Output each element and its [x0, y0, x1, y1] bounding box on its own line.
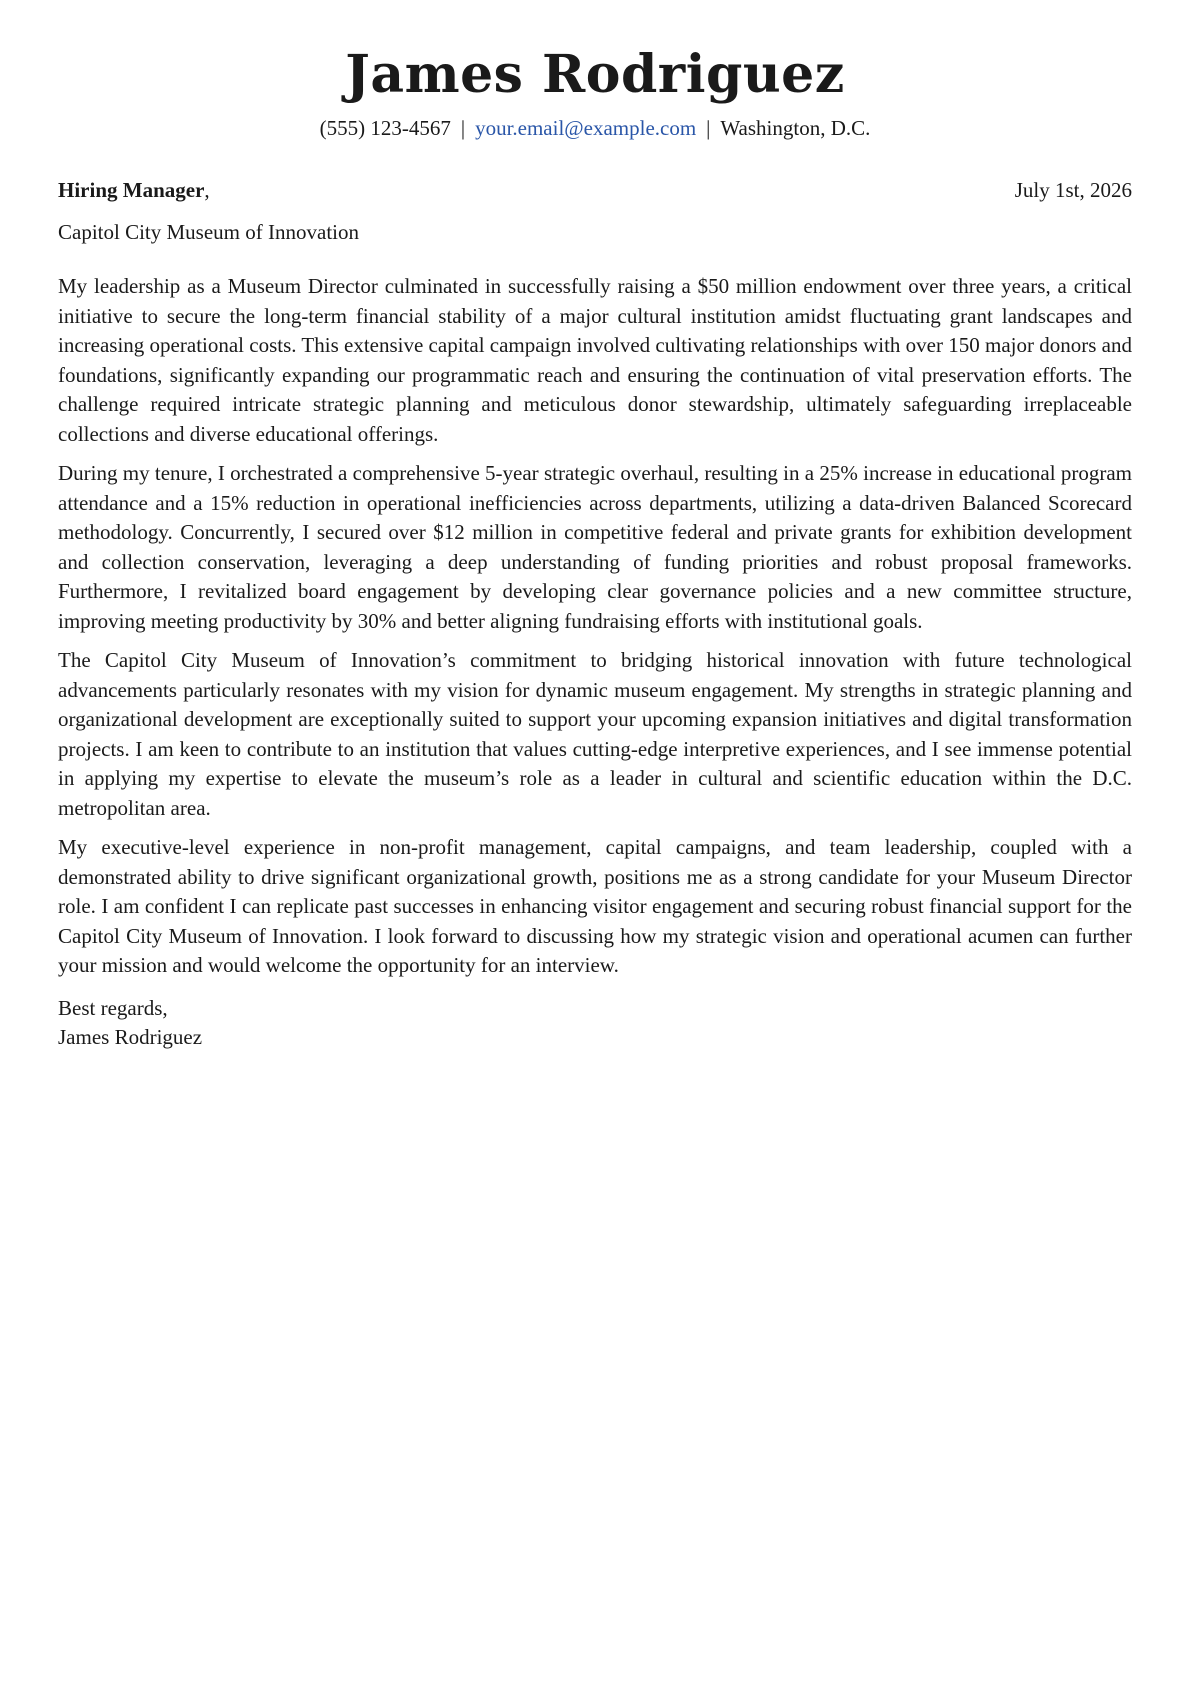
- signature: James Rodriguez: [58, 1025, 203, 1049]
- contact-separator: |: [706, 116, 711, 140]
- paragraph-3: The Capitol City Museum of Innovation’s commitment to bridging historical innovation with future technological advancements particularly resonates with my vision for dynamic museum engagement. My strengths in strategic planning and organizational development are exceptionally suited to support your upcoming expansion initiatives and digital transformation projects. I am keen to contribute to an institution that values cutting-edge interpretive experiences, and I see immense potential in applying my expertise to elevate the museum’s role as a leader in cultural and scientific education within the D.C. metropolitan area.: [58, 648, 1132, 820]
- phone-number: (555) 123-4567: [319, 116, 451, 140]
- paragraph-4: My executive-level experience in non-profit management, capital campaigns, and team leadership, coupled with a demonstrated ability to drive significant organizational growth, positions me as a strong candidate for your Museum Director role. I am confident I can replicate past successes in enhancing visitor engagement and securing robust financial support for the Capitol City Museum of Innovation. I look forward to discussing how my strategic vision and operational acumen can further your mission and would welcome the opportunity for an interview.: [58, 835, 1132, 977]
- recipient-name: Hiring Manager: [58, 178, 205, 202]
- paragraph-2: During my tenure, I orchestrated a comprehensive 5-year strategic overhaul, resulting in a 25% increase in educational program attendance and a 15% reduction in operational inefficiencies across departments, utilizing a data-driven Balanced Scorecard methodology. Concurrently, I secured over $12 million in competitive federal and private grants for exhibition development and collection conservation, leveraging a deep understanding of funding priorities and robust proposal frameworks. Furthermore, I revitalized board engagement by developing clear governance policies and a new committee structure, improving meeting productivity by 30% and better aligning fundraising efforts with institutional goals.: [58, 461, 1132, 633]
- email-link[interactable]: your.email@example.com: [475, 116, 697, 140]
- letter-body: [58, 176, 1132, 1053]
- closing-block: [58, 994, 1132, 1053]
- closing-phrase: Best regards,: [58, 995, 168, 1020]
- salutation: [58, 176, 210, 206]
- recipient-suffix: ,: [204, 178, 210, 202]
- location: Washington, D.C.: [720, 116, 871, 140]
- contact-line: [58, 114, 1132, 142]
- applicant-name: James Rodriguez: [345, 44, 845, 105]
- paragraph-1: My leadership as a Museum Director culminated in successfully raising a $50 million endowment over three years, a critical initiative to secure the long-term financial stability of a major cultural institution amidst fluctuating grant landscapes and increasing operational costs. This extensive capital campaign involved cultivating relationships with over 150 major donors and foundations, significantly expanding our programmatic reach and ensuring the continuation of vital preservation efforts. The challenge required intricate strategic planning and meticulous donor stewardship, ultimately safeguarding irreplaceable collections and diverse educational offerings.: [58, 274, 1132, 446]
- organization-name: Capitol City Museum of Innovation: [58, 219, 359, 244]
- paragraphs: [58, 272, 1132, 981]
- letter-date: July 1st, 2026: [1014, 178, 1132, 202]
- salutation-row: [58, 176, 1132, 206]
- contact-separator: |: [460, 116, 466, 140]
